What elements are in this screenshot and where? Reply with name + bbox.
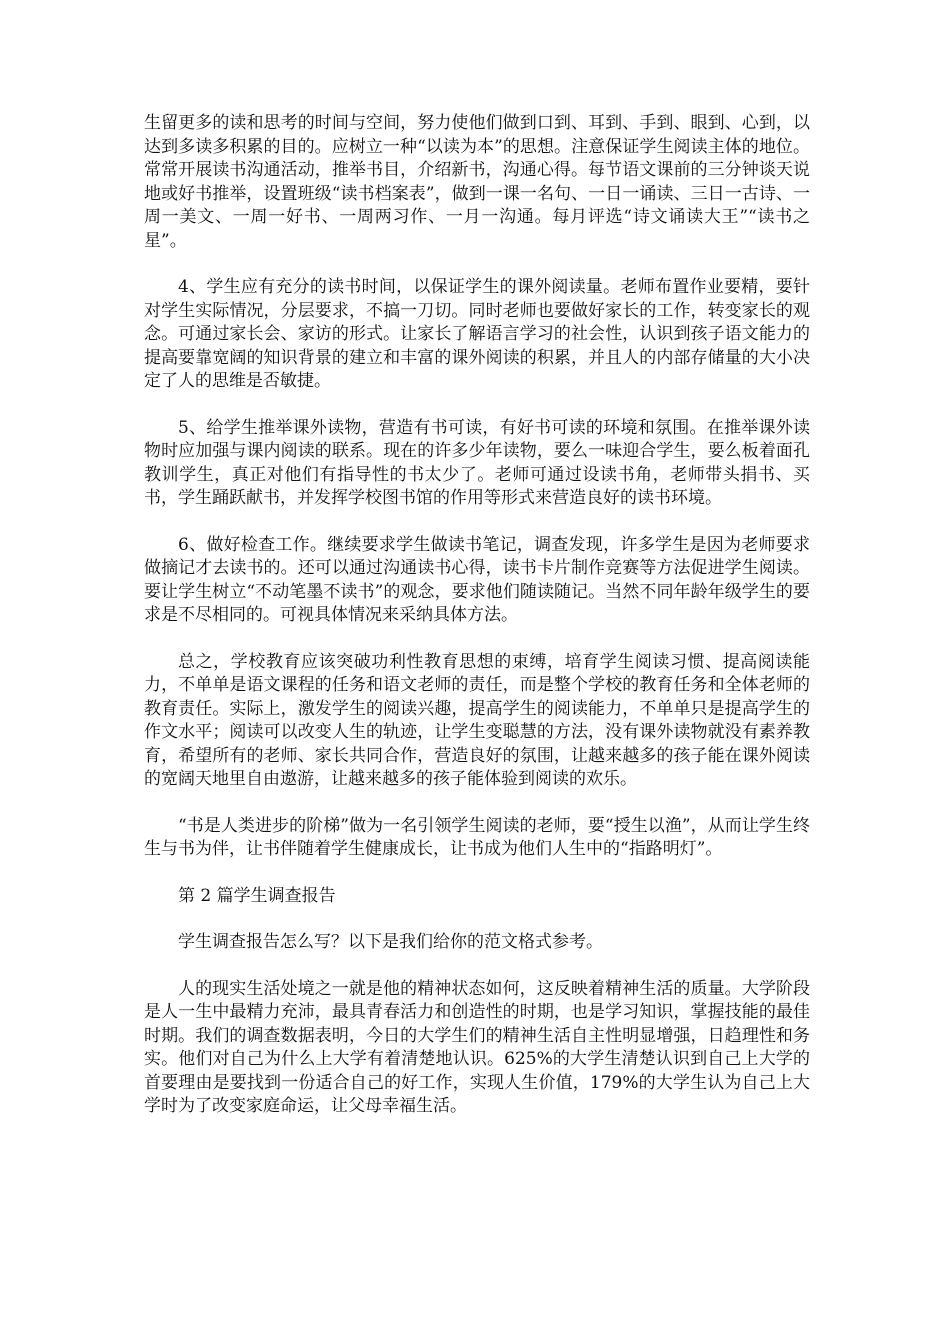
document-page xyxy=(144,112,810,1142)
paragraph-item-5: 5、给学生推举课外读物，营造有书可读，有好书可读的环境和氛围。在推举课外读物时应加强与课内阅读的联系。现在的许多少年读物，要么一味迎合学生，要么板着面孔教训学生，真正对他们有指导性的书太少了。老师可通过设读书角，老师带头捐书、买书，学生踊跃献书，并发挥学校图书馆的作用等形式来营造良好的读书环境。 xyxy=(144,417,810,508)
paragraph-summary: 总之，学校教育应该突破功利性教育思想的束缚，培育学生阅读习惯、提高阅读能力，不单单是语文课程的任务和语文老师的责任，而是整个学校的教育任务和全体老师的教育责任。实际上，激发学生的阅读兴趣，提高学生的阅读能力，不单单只是提高学生的作文水平；阅读可以改变人生的轨迹，让学生变聪慧的方法，没有课外读物就没有素养教育，希望所有的老师、家长共同合作，营造良好的氛围，让越来越多的孩子能在课外阅读的宽阔天地里自由遨游，让越来越多的孩子能体验到阅读的欢乐。 xyxy=(144,651,810,789)
paragraph-intro: 学生调查报告怎么写？以下是我们给你的范文格式参考。 xyxy=(178,932,603,952)
paragraph-quote: “书是人类进步的阶梯”做为一名引领学生阅读的老师，要“授生以渔”，从而让学生终生与书为伴，让书伴随着学生健康成长，让书成为他们人生中的“指路明灯”。 xyxy=(144,815,810,859)
section-heading: 第 2 篇学生调查报告 xyxy=(178,885,336,906)
paragraph-item-4: 4、学生应有充分的读书时间，以保证学生的课外阅读量。老师布置作业要精，要针对学生实际情况，分层要求，不搞一刀切。同时老师也要做好家长的工作，转变家长的观念。可通过家长会、家访的形式。让家长了解语言学习的社会性，认识到孩子语文能力的提高要靠宽阔的知识背景的建立和丰富的课外阅读的积累，并且人的内部存储量的大小决定了人的思维是否敏捷。 xyxy=(144,277,810,391)
paragraph-report-body: 人的现实生活处境之一就是他的精神状态如何，这反映着精神生活的质量。大学阶段是人一生中最精力充沛，最具青春活力和创造性的时期，也是学习知识，掌握技能的最佳时期。我们的调查数据表明，今日的大学生们的精神生活自主性明显增强，日趋理性和务实。他们对自己为什么上大学有着清楚地认识。625%的大学生清楚认识到自己上大学的首要理由是要找到一份适合自己的好工作，实现人生价值，179%的大学生认为自己上大学时为了改变家庭命运，让父母幸福生活。 xyxy=(144,978,810,1116)
paragraph-item-6: 6、做好检查工作。继续要求学生做读书笔记，调查发现，许多学生是因为老师要求做摘记才去读书的。还可以通过沟通读书心得，读书卡片制作竞赛等方法促进学生阅读。要让学生树立“不动笔墨不读书”的观念，要求他们随读随记。当然不同年龄年级学生的要求是不尽相同的。可视具体情况来采纳具体方法。 xyxy=(144,534,810,625)
paragraph-continuation: 生留更多的读和思考的时间与空间，努力使他们做到口到、耳到、手到、眼到、心到，以达到多读多积累的目的。应树立一种“以读为本”的思想。注意保证学生阅读主体的地位。常常开展读书沟通活动，推举书目，介绍新书，沟通心得。每节语文课前的三分钟谈天说地或好书推举，设置班级“读书档案表”，做到一课一名句、一日一诵读、三日一古诗、一周一美文、一周一好书、一周两习作、一月一沟通。每月评选“诗文诵读大王”“读书之星”。 xyxy=(144,113,810,251)
